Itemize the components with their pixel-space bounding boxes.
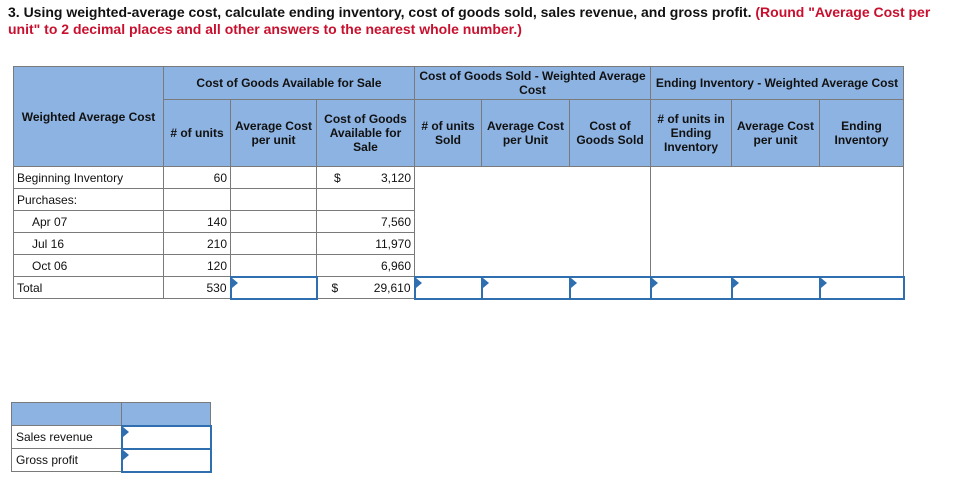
row-label-header: Weighted Average Cost (14, 67, 164, 167)
cogas-cell (317, 167, 415, 189)
avg-cost-cell (231, 211, 317, 233)
ending-inventory-input[interactable] (820, 277, 904, 299)
avg-cost-cell (231, 189, 317, 211)
total-cost-value: 29,610 (373, 280, 411, 295)
avg-cost-end-header: Average Cost per unit (732, 100, 820, 167)
units-cell: 60 (164, 167, 231, 189)
units-cell: 140 (164, 211, 231, 233)
units-ending-input[interactable] (651, 277, 732, 299)
avg-cost-sold-header: Average Cost per Unit (482, 100, 570, 167)
dollar-sign: $ (334, 170, 341, 185)
weighted-average-table (13, 66, 905, 300)
rounding-instruction: (Round "Average Cost per unit" to 2 decimal places and all other answers to the nearest whole number.) (8, 4, 931, 37)
sales-revenue-label: Sales revenue (12, 426, 122, 449)
gross-profit-input[interactable] (122, 449, 211, 472)
cost-value: 3,120 (380, 170, 411, 185)
cogs-header: Cost of Goods Sold (570, 100, 651, 167)
available-group-header: Cost of Goods Available for Sale (164, 67, 415, 100)
table-row (12, 449, 211, 472)
total-row (14, 277, 904, 299)
avg-cost-ending-input[interactable] (732, 277, 820, 299)
avg-cost-cell (231, 233, 317, 255)
units-cell: 120 (164, 255, 231, 277)
avg-cost-cell (231, 167, 317, 189)
cogs-input[interactable] (570, 277, 651, 299)
avg-cost-cell (231, 255, 317, 277)
cogas-cell: 7,560 (317, 211, 415, 233)
gross-profit-label: Gross profit (12, 449, 122, 472)
avg-cost-sold-input[interactable] (482, 277, 570, 299)
row-label: Apr 07 (14, 211, 164, 233)
row-label: Jul 16 (14, 233, 164, 255)
units-end-header: # of units in Ending Inventory (651, 100, 732, 167)
summary-table (11, 402, 212, 473)
summary-header-label (12, 403, 122, 426)
sold-group-header: Cost of Goods Sold - Weighted Average Cost (415, 67, 651, 100)
row-label: Oct 06 (14, 255, 164, 277)
ending-group-header: Ending Inventory - Weighted Average Cost (651, 67, 904, 100)
total-label: Total (14, 277, 164, 299)
row-label: Purchases: (14, 189, 164, 211)
cogas-cell: 11,970 (317, 233, 415, 255)
cogas-header: Cost of Goods Available for Sale (317, 100, 415, 167)
cogas-cell (317, 189, 415, 211)
sold-blank-area (415, 167, 651, 277)
total-avg-cost-input[interactable] (231, 277, 317, 299)
question-text (8, 4, 963, 38)
cogas-cell: 6,960 (317, 255, 415, 277)
total-units-cell: 530 (164, 277, 231, 299)
dollar-sign: $ (331, 280, 339, 295)
ending-blank-area (651, 167, 904, 277)
units-sold-header: # of units Sold (415, 100, 482, 167)
summary-header-value (122, 403, 211, 426)
ending-inventory-header: Ending Inventory (820, 100, 904, 167)
units-sold-input[interactable] (415, 277, 482, 299)
question-main: 3. Using weighted-average cost, calculate ending inventory, cost of goods sold, sales revenue, and gross profit. (8, 4, 752, 20)
sales-revenue-input[interactable] (122, 426, 211, 449)
table-row (12, 426, 211, 449)
total-cogas-cell (317, 277, 415, 299)
units-cell (164, 189, 231, 211)
table-row (14, 167, 904, 189)
units-cell: 210 (164, 233, 231, 255)
row-label: Beginning Inventory (14, 167, 164, 189)
units-header: # of units (164, 100, 231, 167)
avg-cost-header: Average Cost per unit (231, 100, 317, 167)
